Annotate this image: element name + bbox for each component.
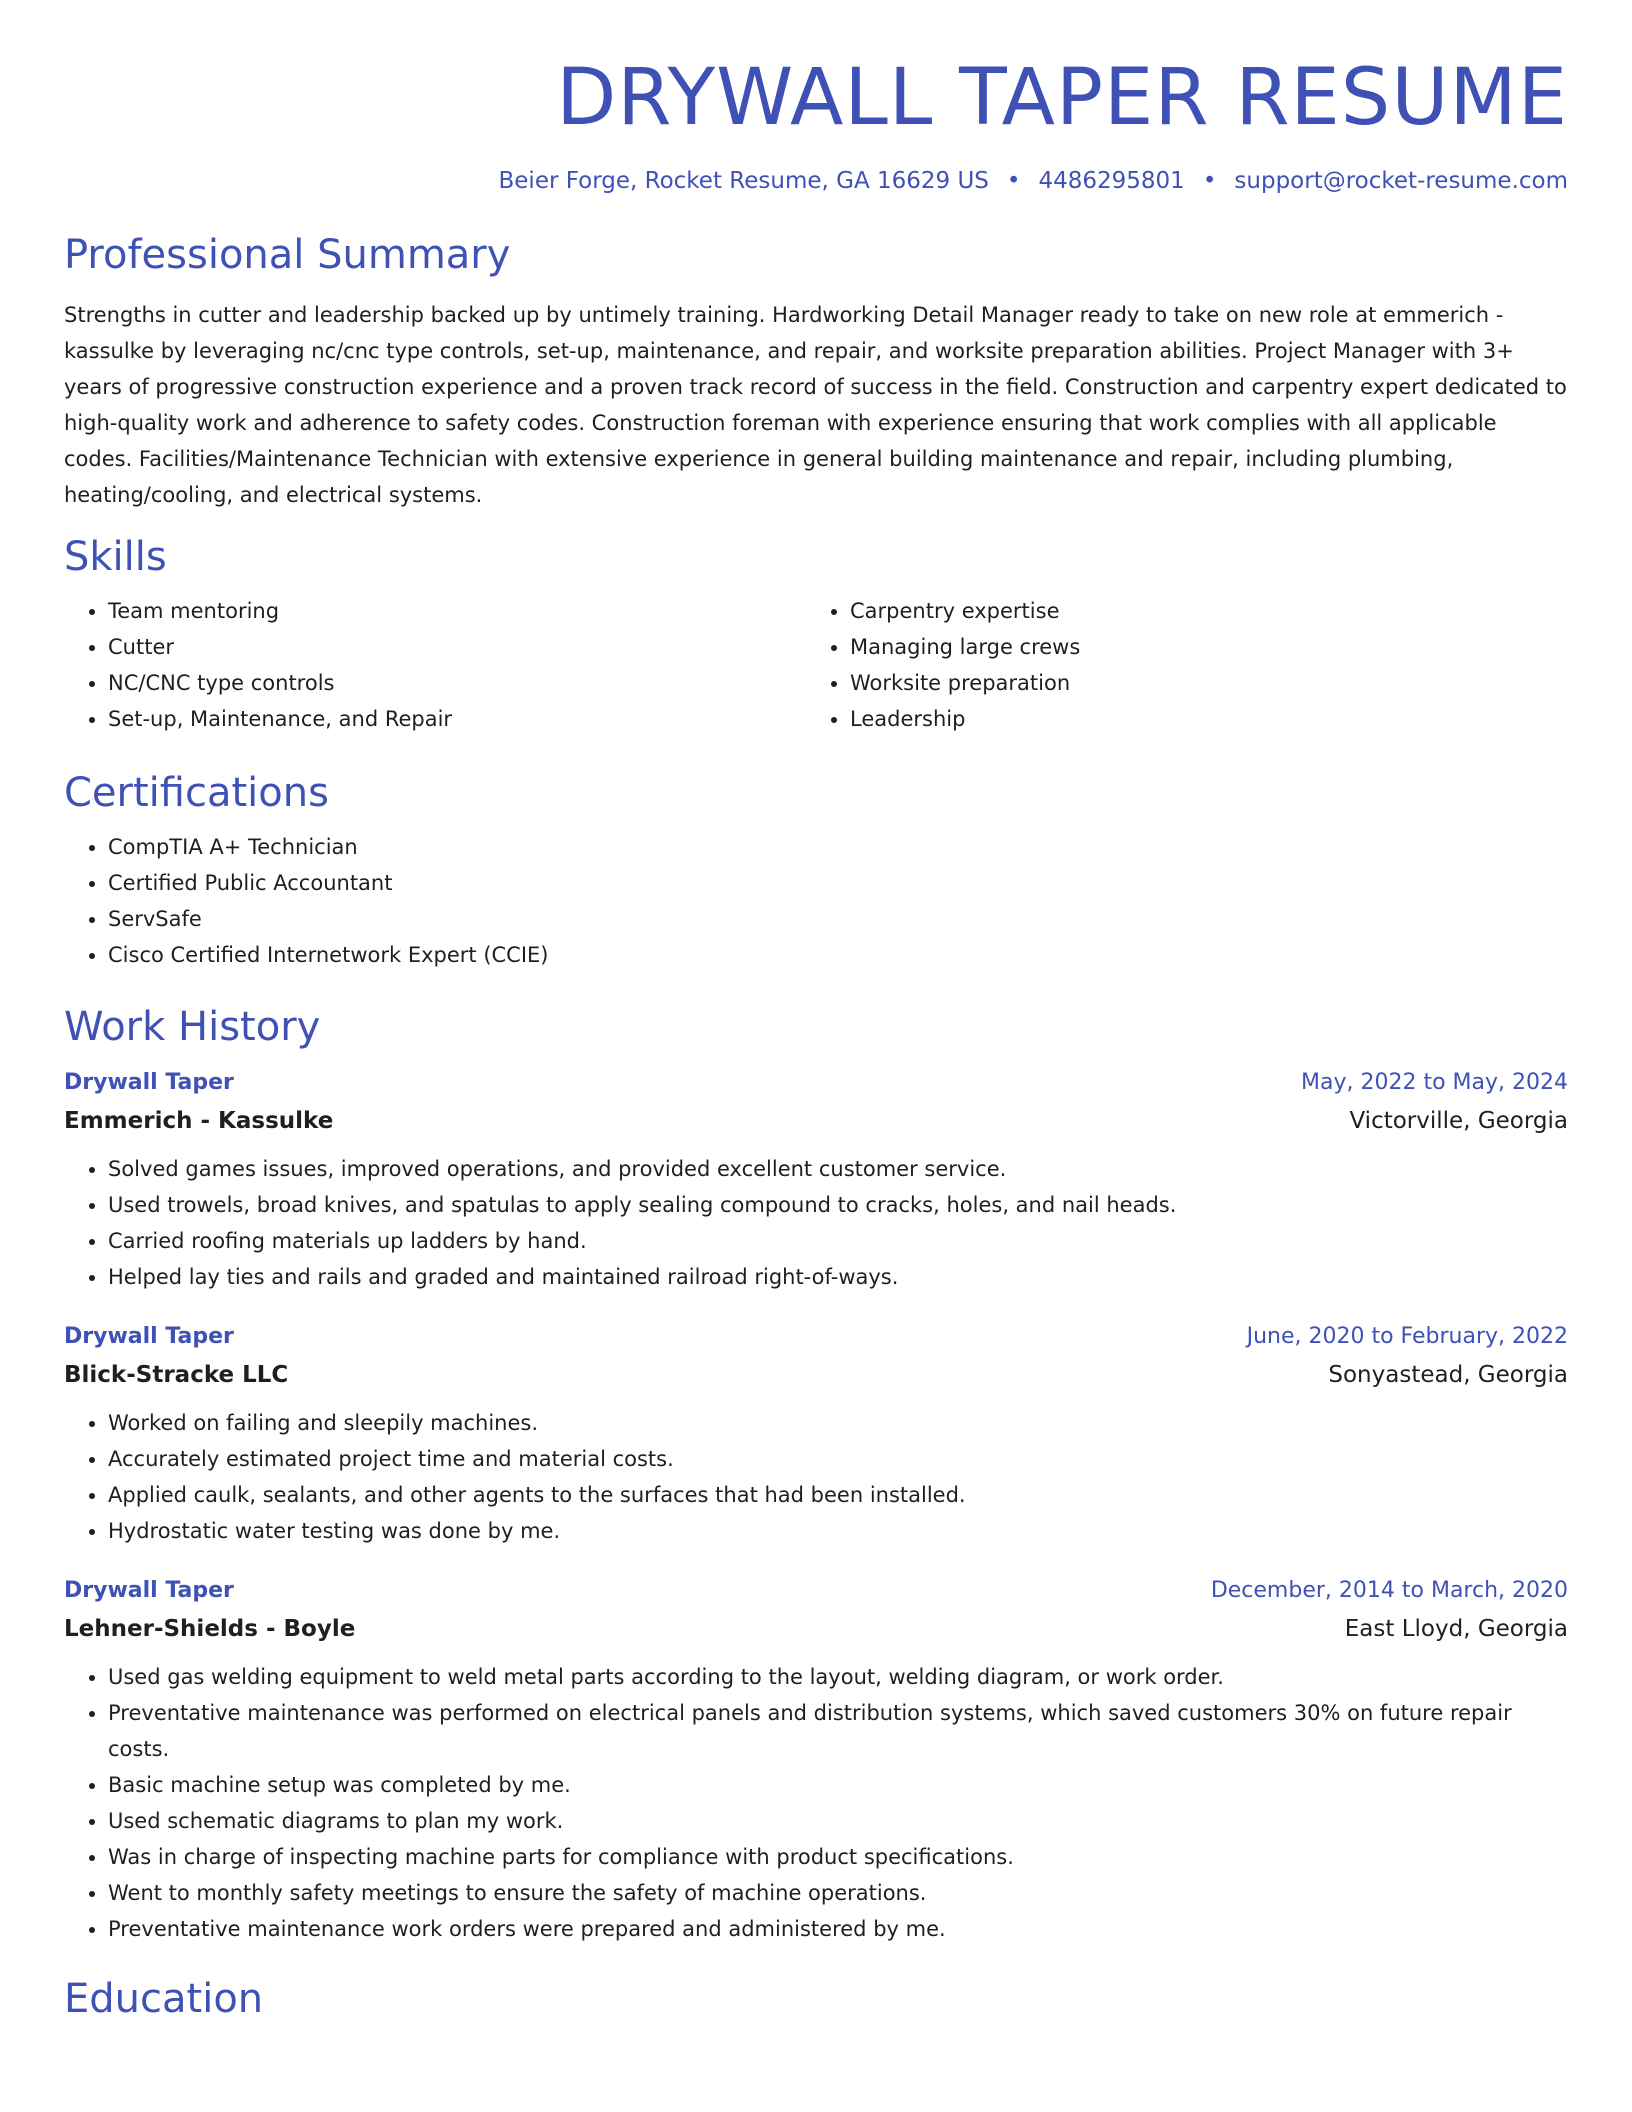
skills-column-right (806, 593, 1548, 737)
job-location: Victorville, Georgia (1349, 1108, 1568, 1135)
job-company: Emmerich - Kassulke (64, 1108, 334, 1135)
job-entry (64, 1065, 1568, 1295)
job-bullet: • Worked on failing and sleepily machines. (108, 1405, 1568, 1441)
job-dates: June, 2020 to February, 2022 (1246, 1324, 1568, 1350)
job-bullet: • Used gas welding equipment to weld metal parts according to the layout, welding diagram, or work order. (108, 1659, 1568, 1695)
skill-item: • Worksite preparation (850, 665, 1548, 701)
job-bullet: • Hydrostatic water testing was done by me. (108, 1513, 1568, 1549)
skills-heading: Skills (64, 534, 167, 581)
work-history-heading: Work History (64, 1004, 321, 1051)
job-location: East Lloyd, Georgia (1344, 1616, 1568, 1643)
job-title: Drywall Taper (64, 1578, 234, 1604)
job-subheader (64, 1101, 1568, 1141)
skills-section (64, 533, 1568, 737)
job-bullet: • Was in charge of inspecting machine parts for compliance with product specifications. (108, 1839, 1568, 1875)
job-bullet: • Used trowels, broad knives, and spatulas to apply sealing compound to cracks, holes, and nail heads. (108, 1187, 1568, 1223)
job-bullet: • Basic machine setup was completed by me. (108, 1767, 1568, 1803)
job-header (64, 1065, 1568, 1101)
job-bullets (64, 1659, 1568, 1947)
job-location: Sonyastead, Georgia (1328, 1362, 1568, 1389)
job-dates: December, 2014 to March, 2020 (1210, 1578, 1568, 1604)
job-bullet: • Applied caulk, sealants, and other agents to the surfaces that had been installed. (108, 1477, 1568, 1513)
certification-item: • ServSafe (108, 901, 1568, 937)
contact-line (64, 168, 1568, 196)
job-subheader (64, 1355, 1568, 1395)
contact-address: Beier Forge, Rocket Resume, GA 16629 US (498, 167, 989, 194)
job-entry (64, 1573, 1568, 1947)
job-bullet: • Carried roofing materials up ladders by hand. (108, 1223, 1568, 1259)
job-bullet: • Accurately estimated project time and material costs. (108, 1441, 1568, 1477)
job-company: Blick-Stracke LLC (64, 1362, 289, 1389)
skills-list-right (806, 593, 1548, 737)
skills-list-left (64, 593, 806, 737)
job-bullet: • Went to monthly safety meetings to ensure the safety of machine operations. (108, 1875, 1568, 1911)
skill-item: • Leadership (850, 701, 1548, 737)
job-header (64, 1573, 1568, 1609)
job-bullet: • Used schematic diagrams to plan my work. (108, 1803, 1568, 1839)
certification-item: • Cisco Certified Internetwork Expert (CCIE) (108, 937, 1568, 973)
contact-separator: • (1202, 167, 1217, 194)
job-subheader (64, 1609, 1568, 1649)
skill-item: • Carpentry expertise (850, 593, 1548, 629)
skills-grid (64, 593, 1568, 737)
resume-page (64, 0, 1568, 2023)
summary-heading: Professional Summary (64, 232, 511, 279)
certification-item: • Certified Public Accountant (108, 865, 1568, 901)
education-heading: Education (64, 1976, 264, 2023)
job-entry (64, 1319, 1568, 1549)
resume-title: DRYWALL TAPER RESUME (556, 53, 1568, 143)
skill-item: • Managing large crews (850, 629, 1548, 665)
contact-email: support@rocket-resume.com (1234, 167, 1568, 194)
skill-item: • Cutter (108, 629, 806, 665)
summary-text: Strengths in cutter and leadership backed up by untimely training. Hardworking Detail Manager ready to take on new role at emmerich - kassulke by leveraging nc/cnc type controls, set-up, maintenance, and repair, and worksite preparation abilities. Project Manager with 3+ years of progressive construction experience and a proven track record of success in the field. Construction and carpentry expert dedicated to high-quality work and adherence to safety codes. Construction foreman with experience ensuring that work complies with all applicable codes. Facilities/Maintenance Technician with extensive experience in general building maintenance and repair, including plumbing, heating/cooling, and electrical systems. (64, 303, 1567, 508)
job-bullet: • Solved games issues, improved operations, and provided excellent customer service. (108, 1151, 1568, 1187)
job-bullets (64, 1151, 1568, 1295)
job-dates: May, 2022 to May, 2024 (1301, 1070, 1568, 1096)
certifications-heading: Certifications (64, 770, 329, 817)
job-bullet: • Preventative maintenance work orders were prepared and administered by me. (108, 1911, 1568, 1947)
skills-column-left (64, 593, 806, 737)
skill-item: • NC/CNC type controls (108, 665, 806, 701)
job-company: Lehner-Shields - Boyle (64, 1616, 356, 1643)
work-history-section (64, 1003, 1568, 1947)
skill-item: • Team mentoring (108, 593, 806, 629)
contact-phone: 4486295801 (1038, 167, 1185, 194)
job-bullet: • Preventative maintenance was performed on electrical panels and distribution systems, which saved customers 30% on future repair costs. (108, 1695, 1568, 1767)
certifications-section (64, 769, 1568, 973)
job-title: Drywall Taper (64, 1324, 234, 1350)
summary-section (64, 231, 1568, 513)
job-bullets (64, 1405, 1568, 1549)
certification-item: • CompTIA A+ Technician (108, 829, 1568, 865)
job-header (64, 1319, 1568, 1355)
skill-item: • Set-up, Maintenance, and Repair (108, 701, 806, 737)
job-bullet: • Helped lay ties and rails and graded and maintained railroad right-of-ways. (108, 1259, 1568, 1295)
education-section (64, 1975, 1568, 2023)
contact-separator: • (1006, 167, 1021, 194)
job-title: Drywall Taper (64, 1070, 234, 1096)
certifications-list (64, 829, 1568, 973)
